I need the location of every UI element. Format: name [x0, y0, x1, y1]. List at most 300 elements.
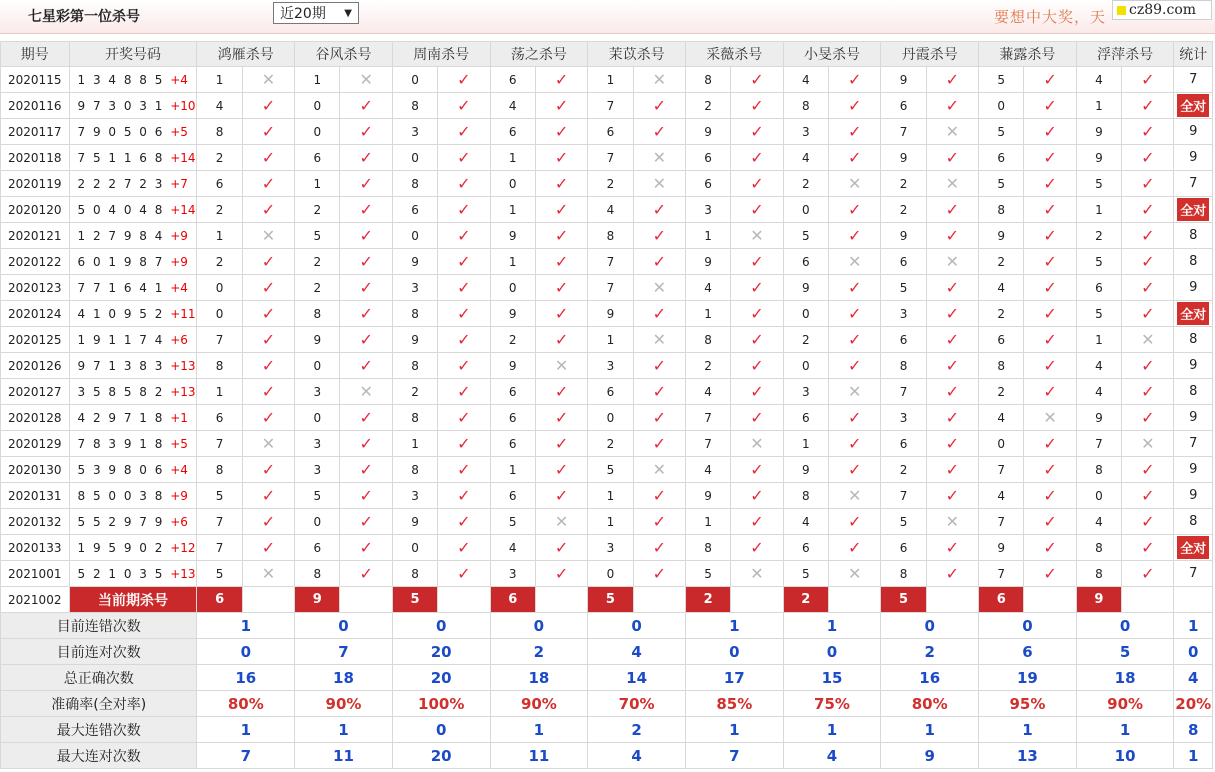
summary-value: 80%	[197, 691, 295, 717]
column-header-expert: 荡之杀号	[490, 42, 588, 67]
result-mark-cell	[242, 171, 294, 197]
result-mark-cell	[340, 327, 392, 353]
check-mark-icon: ✓	[750, 304, 764, 323]
result-mark-cell	[926, 483, 978, 509]
kill-pick-cell: 2	[979, 301, 1024, 327]
result-mark-cell	[242, 561, 294, 587]
cross-mark-icon: ✕	[1141, 434, 1155, 453]
kill-pick-cell: 0	[490, 275, 535, 301]
kill-pick-cell: 6	[881, 431, 926, 457]
result-mark-cell	[1024, 93, 1076, 119]
result-mark-cell	[731, 301, 783, 327]
summary-value: 85%	[685, 691, 783, 717]
kill-pick-cell: 9	[685, 249, 730, 275]
draw-bonus-number: +4	[170, 72, 188, 87]
result-mark-cell	[828, 483, 880, 509]
check-mark-icon: ✓	[652, 252, 666, 271]
kill-pick-cell: 5	[979, 119, 1024, 145]
summary-value: 1	[685, 717, 783, 743]
kill-pick-cell: 0	[490, 171, 535, 197]
draw-numbers-cell	[69, 197, 197, 223]
result-mark-cell	[242, 353, 294, 379]
kill-pick-cell: 3	[295, 379, 340, 405]
kill-pick-cell: 1	[490, 197, 535, 223]
result-mark-cell	[731, 223, 783, 249]
result-mark-cell	[1122, 145, 1174, 171]
stat-value: 9	[1189, 150, 1198, 165]
current-empty-cell	[242, 587, 294, 613]
check-mark-icon: ✓	[457, 148, 471, 167]
cross-mark-icon: ✕	[261, 564, 276, 583]
kill-pick-cell: 3	[392, 119, 437, 145]
result-mark-cell	[1024, 327, 1076, 353]
result-mark-cell	[926, 145, 978, 171]
result-mark-cell	[633, 379, 685, 405]
summary-total: 1	[1174, 613, 1213, 639]
check-mark-icon: ✓	[554, 278, 569, 297]
check-mark-icon: ✓	[750, 174, 764, 193]
result-mark-cell	[926, 93, 978, 119]
check-mark-icon: ✓	[945, 564, 960, 583]
page-title: 七星彩第一位杀号	[28, 9, 140, 25]
check-mark-icon: ✓	[1141, 512, 1155, 531]
kill-pick-cell: 7	[685, 431, 730, 457]
check-mark-icon: ✓	[554, 226, 569, 245]
result-mark-cell	[340, 561, 392, 587]
cross-mark-icon: ✕	[945, 174, 960, 193]
result-mark-cell	[340, 535, 392, 561]
draw-numbers-cell	[69, 353, 197, 379]
column-header-stat: 统计	[1174, 42, 1213, 67]
kill-pick-cell: 6	[490, 67, 535, 93]
check-mark-icon: ✓	[359, 356, 373, 375]
table-row	[1, 275, 1213, 301]
check-mark-icon: ✓	[554, 200, 569, 219]
result-mark-cell	[633, 197, 685, 223]
kill-pick-cell: 1	[392, 431, 437, 457]
kill-pick-cell: 8	[392, 561, 437, 587]
check-mark-icon: ✓	[359, 460, 373, 479]
site-logo[interactable]	[1112, 0, 1212, 20]
check-mark-icon: ✓	[945, 460, 960, 479]
result-mark-cell	[1024, 509, 1076, 535]
kill-pick-cell: 0	[295, 93, 340, 119]
kill-pick-cell: 8	[295, 561, 340, 587]
check-mark-icon: ✓	[847, 356, 862, 375]
check-mark-icon: ✓	[457, 200, 471, 219]
result-mark-cell	[242, 275, 294, 301]
summary-value: 7	[295, 639, 393, 665]
kill-pick-cell: 6	[295, 535, 340, 561]
kill-pick-cell: 6	[783, 535, 828, 561]
table-row	[1, 197, 1213, 223]
period-select-value: 近20期	[280, 6, 326, 22]
check-mark-icon: ✓	[847, 200, 862, 219]
check-mark-icon: ✓	[847, 226, 862, 245]
kill-pick-cell: 4	[783, 67, 828, 93]
draw-bonus-number: +13	[170, 358, 196, 373]
result-mark-cell	[926, 249, 978, 275]
result-mark-cell	[926, 431, 978, 457]
column-header-expert: 谷风杀号	[295, 42, 393, 67]
result-mark-cell	[535, 379, 587, 405]
kill-pick-cell: 6	[490, 119, 535, 145]
check-mark-icon: ✓	[359, 330, 373, 349]
result-mark-cell	[1122, 379, 1174, 405]
check-mark-icon: ✓	[652, 512, 666, 531]
summary-label: 最大连错次数	[1, 717, 197, 743]
kill-pick-cell: 1	[1076, 93, 1121, 119]
current-kill-pick: 9	[295, 587, 340, 613]
kill-pick-cell: 1	[197, 67, 242, 93]
summary-value: 11	[295, 743, 393, 769]
kill-pick-cell: 6	[881, 93, 926, 119]
summary-total: 8	[1174, 717, 1213, 743]
kill-pick-cell: 8	[197, 353, 242, 379]
draw-numbers: 1 2 7 9 8 4	[77, 228, 165, 243]
check-mark-icon: ✓	[652, 564, 666, 583]
check-mark-icon: ✓	[750, 382, 764, 401]
check-mark-icon: ✓	[457, 356, 471, 375]
result-mark-cell	[1024, 171, 1076, 197]
result-mark-cell	[242, 223, 294, 249]
check-mark-icon: ✓	[1141, 356, 1155, 375]
stat-cell	[1174, 457, 1213, 483]
kill-pick-cell: 1	[490, 249, 535, 275]
result-mark-cell	[242, 535, 294, 561]
result-mark-cell	[340, 223, 392, 249]
check-mark-icon: ✓	[554, 486, 569, 505]
cross-mark-icon: ✕	[1043, 408, 1057, 427]
column-header-expert: 小旻杀号	[783, 42, 881, 67]
check-mark-icon: ✓	[261, 252, 276, 271]
period-select[interactable]	[273, 2, 359, 24]
issue-cell: 2020126	[1, 353, 70, 379]
kill-pick-cell: 7	[979, 509, 1024, 535]
check-mark-icon: ✓	[1043, 538, 1057, 557]
check-mark-icon: ✓	[945, 486, 960, 505]
result-mark-cell	[1122, 119, 1174, 145]
result-mark-cell	[242, 431, 294, 457]
result-mark-cell	[340, 509, 392, 535]
issue-cell: 2020119	[1, 171, 70, 197]
check-mark-icon: ✓	[652, 434, 666, 453]
kill-pick-cell: 5	[783, 561, 828, 587]
check-mark-icon: ✓	[945, 408, 960, 427]
result-mark-cell	[1024, 353, 1076, 379]
stat-value: 7	[1189, 176, 1198, 191]
check-mark-icon: ✓	[1141, 304, 1155, 323]
result-mark-cell	[438, 67, 490, 93]
result-mark-cell	[438, 249, 490, 275]
kill-pick-cell: 5	[295, 223, 340, 249]
check-mark-icon: ✓	[1141, 70, 1155, 89]
check-mark-icon: ✓	[359, 278, 373, 297]
summary-value: 2	[881, 639, 979, 665]
summary-value: 1	[1076, 717, 1174, 743]
result-mark-cell	[731, 405, 783, 431]
kill-pick-cell: 1	[783, 431, 828, 457]
kill-pick-cell: 2	[685, 353, 730, 379]
column-header-expert: 丹霞杀号	[881, 42, 979, 67]
result-mark-cell	[535, 483, 587, 509]
kill-pick-cell: 1	[197, 379, 242, 405]
current-issue-cell: 2021002	[1, 587, 70, 613]
result-mark-cell	[828, 93, 880, 119]
summary-total: 0	[1174, 639, 1213, 665]
result-mark-cell	[731, 327, 783, 353]
check-mark-icon: ✓	[1043, 460, 1057, 479]
result-mark-cell	[926, 457, 978, 483]
draw-numbers: 5 5 2 9 7 9	[77, 514, 165, 529]
draw-numbers: 9 7 3 0 3 1	[77, 98, 165, 113]
check-mark-icon: ✓	[1043, 70, 1057, 89]
draw-bonus-number: +13	[170, 384, 196, 399]
kill-pick-cell: 9	[392, 327, 437, 353]
table-row	[1, 93, 1213, 119]
summary-value: 4	[588, 743, 686, 769]
draw-numbers: 1 3 4 8 8 5	[77, 72, 165, 87]
kill-pick-cell: 7	[588, 93, 633, 119]
kill-pick-cell: 9	[979, 535, 1024, 561]
kill-pick-cell: 4	[1076, 379, 1121, 405]
stat-value: 9	[1189, 462, 1198, 477]
result-mark-cell	[340, 171, 392, 197]
result-mark-cell	[535, 119, 587, 145]
draw-numbers: 4 2 9 7 1 8	[77, 410, 165, 425]
check-mark-icon: ✓	[457, 330, 471, 349]
check-mark-icon: ✓	[652, 486, 666, 505]
check-mark-icon: ✓	[1043, 564, 1057, 583]
result-mark-cell	[438, 93, 490, 119]
result-mark-cell	[438, 145, 490, 171]
result-mark-cell	[828, 561, 880, 587]
summary-value: 1	[197, 717, 295, 743]
result-mark-cell	[535, 249, 587, 275]
result-mark-cell	[1122, 171, 1174, 197]
summary-row	[1, 717, 1213, 743]
kill-pick-cell: 8	[197, 119, 242, 145]
check-mark-icon: ✓	[261, 96, 276, 115]
kill-pick-cell: 5	[1076, 171, 1121, 197]
result-mark-cell	[926, 197, 978, 223]
kill-pick-cell: 0	[392, 223, 437, 249]
table-row	[1, 353, 1213, 379]
kill-pick-cell: 7	[685, 405, 730, 431]
summary-value: 90%	[295, 691, 393, 717]
check-mark-icon: ✓	[945, 70, 960, 89]
current-empty-cell	[438, 587, 490, 613]
kill-pick-cell: 9	[881, 67, 926, 93]
kill-pick-cell: 6	[588, 379, 633, 405]
check-mark-icon: ✓	[1141, 538, 1155, 557]
check-mark-icon: ✓	[554, 148, 569, 167]
check-mark-icon: ✓	[261, 174, 276, 193]
issue-cell: 2020129	[1, 431, 70, 457]
check-mark-icon: ✓	[945, 304, 960, 323]
check-mark-icon: ✓	[652, 538, 666, 557]
result-mark-cell	[731, 249, 783, 275]
summary-value: 7	[197, 743, 295, 769]
draw-numbers-cell	[69, 249, 197, 275]
draw-numbers-cell	[69, 561, 197, 587]
draw-numbers-cell	[69, 405, 197, 431]
kill-pick-cell: 2	[197, 145, 242, 171]
stat-value: 7	[1189, 72, 1198, 87]
kill-pick-cell: 1	[588, 509, 633, 535]
issue-cell: 2020128	[1, 405, 70, 431]
draw-numbers-cell	[69, 431, 197, 457]
current-empty-cell	[1122, 587, 1174, 613]
check-mark-icon: ✓	[359, 512, 373, 531]
table-row	[1, 171, 1213, 197]
check-mark-icon: ✓	[1141, 96, 1155, 115]
check-mark-icon: ✓	[652, 304, 666, 323]
issue-cell: 2020132	[1, 509, 70, 535]
result-mark-cell	[340, 483, 392, 509]
result-mark-cell	[633, 119, 685, 145]
kill-pick-cell: 2	[295, 275, 340, 301]
check-mark-icon: ✓	[457, 460, 471, 479]
table-row	[1, 509, 1213, 535]
kill-pick-cell: 0	[783, 301, 828, 327]
kill-pick-cell: 7	[588, 249, 633, 275]
kill-pick-cell: 1	[1076, 197, 1121, 223]
check-mark-icon: ✓	[750, 278, 764, 297]
result-mark-cell	[828, 509, 880, 535]
check-mark-icon: ✓	[359, 434, 373, 453]
check-mark-icon: ✓	[1043, 356, 1057, 375]
kill-pick-cell: 0	[295, 119, 340, 145]
check-mark-icon: ✓	[261, 122, 276, 141]
result-mark-cell	[828, 327, 880, 353]
summary-value: 18	[295, 665, 393, 691]
result-mark-cell	[438, 327, 490, 353]
result-mark-cell	[535, 171, 587, 197]
check-mark-icon: ✓	[1141, 486, 1155, 505]
kill-pick-cell: 0	[295, 405, 340, 431]
check-mark-icon: ✓	[359, 96, 373, 115]
check-mark-icon: ✓	[1043, 148, 1057, 167]
check-mark-icon: ✓	[847, 96, 862, 115]
kill-pick-cell: 4	[1076, 67, 1121, 93]
stat-cell	[1174, 301, 1213, 327]
kill-pick-cell: 1	[197, 223, 242, 249]
check-mark-icon: ✓	[261, 330, 276, 349]
result-mark-cell	[1122, 223, 1174, 249]
result-mark-cell	[926, 119, 978, 145]
result-mark-cell	[731, 379, 783, 405]
kill-pick-cell: 9	[1076, 145, 1121, 171]
kill-pick-cell: 4	[979, 275, 1024, 301]
check-mark-icon: ✓	[847, 148, 862, 167]
issue-cell: 2020118	[1, 145, 70, 171]
kill-pick-cell: 3	[685, 197, 730, 223]
result-mark-cell	[926, 509, 978, 535]
result-mark-cell	[438, 301, 490, 327]
check-mark-icon: ✓	[1141, 122, 1155, 141]
check-mark-icon: ✓	[359, 148, 373, 167]
kill-pick-cell: 0	[295, 509, 340, 535]
draw-numbers: 7 8 3 9 1 8	[77, 436, 165, 451]
result-mark-cell	[242, 327, 294, 353]
check-mark-icon: ✓	[261, 278, 276, 297]
check-mark-icon: ✓	[554, 70, 569, 89]
kill-pick-cell: 9	[490, 223, 535, 249]
kill-pick-cell: 8	[685, 535, 730, 561]
kill-pick-cell: 3	[588, 535, 633, 561]
kill-pick-cell: 7	[979, 457, 1024, 483]
result-mark-cell	[1122, 93, 1174, 119]
draw-bonus-number: +14	[170, 150, 196, 165]
kill-pick-cell: 7	[197, 431, 242, 457]
result-mark-cell	[1122, 249, 1174, 275]
summary-value: 95%	[979, 691, 1077, 717]
result-mark-cell	[633, 483, 685, 509]
kill-pick-cell: 4	[979, 483, 1024, 509]
stat-cell	[1174, 379, 1213, 405]
check-mark-icon: ✓	[554, 96, 569, 115]
cross-mark-icon: ✕	[359, 382, 373, 401]
table-row	[1, 119, 1213, 145]
stat-value: 8	[1189, 384, 1198, 399]
result-mark-cell	[731, 171, 783, 197]
current-kill-pick: 6	[197, 587, 242, 613]
result-mark-cell	[340, 93, 392, 119]
table-row	[1, 145, 1213, 171]
kill-pick-cell: 2	[979, 379, 1024, 405]
cross-mark-icon: ✕	[554, 356, 569, 375]
current-empty-cell	[1024, 587, 1076, 613]
kill-pick-cell: 4	[1076, 509, 1121, 535]
check-mark-icon: ✓	[945, 356, 960, 375]
stat-value: 8	[1189, 228, 1198, 243]
kill-pick-cell: 6	[783, 249, 828, 275]
check-mark-icon: ✓	[1043, 96, 1057, 115]
kill-pick-cell: 5	[197, 561, 242, 587]
current-kill-label: 当前期杀号	[69, 587, 197, 613]
result-mark-cell	[633, 275, 685, 301]
result-mark-cell	[1024, 275, 1076, 301]
result-mark-cell	[535, 561, 587, 587]
cross-mark-icon: ✕	[652, 174, 666, 193]
kill-pick-cell: 6	[490, 379, 535, 405]
draw-numbers-cell	[69, 483, 197, 509]
kill-pick-cell: 1	[295, 171, 340, 197]
stat-value: 8	[1189, 514, 1198, 529]
kill-pick-cell: 1	[685, 223, 730, 249]
column-header-expert: 鸿雁杀号	[197, 42, 295, 67]
kill-pick-cell: 6	[197, 171, 242, 197]
draw-numbers: 5 3 9 8 0 6	[77, 462, 165, 477]
summary-value: 19	[979, 665, 1077, 691]
kill-pick-cell: 1	[490, 145, 535, 171]
kill-pick-cell: 0	[979, 431, 1024, 457]
draw-bonus-number: +6	[170, 514, 188, 529]
kill-pick-cell: 5	[197, 483, 242, 509]
result-mark-cell	[535, 301, 587, 327]
check-mark-icon: ✓	[359, 304, 373, 323]
current-kill-pick: 6	[979, 587, 1024, 613]
check-mark-icon: ✓	[1141, 252, 1155, 271]
result-mark-cell	[828, 431, 880, 457]
kill-pick-cell: 5	[881, 509, 926, 535]
result-mark-cell	[828, 197, 880, 223]
stat-value: 全对	[1177, 94, 1209, 117]
result-mark-cell	[242, 509, 294, 535]
kill-pick-cell: 4	[588, 197, 633, 223]
kill-pick-cell: 6	[881, 249, 926, 275]
